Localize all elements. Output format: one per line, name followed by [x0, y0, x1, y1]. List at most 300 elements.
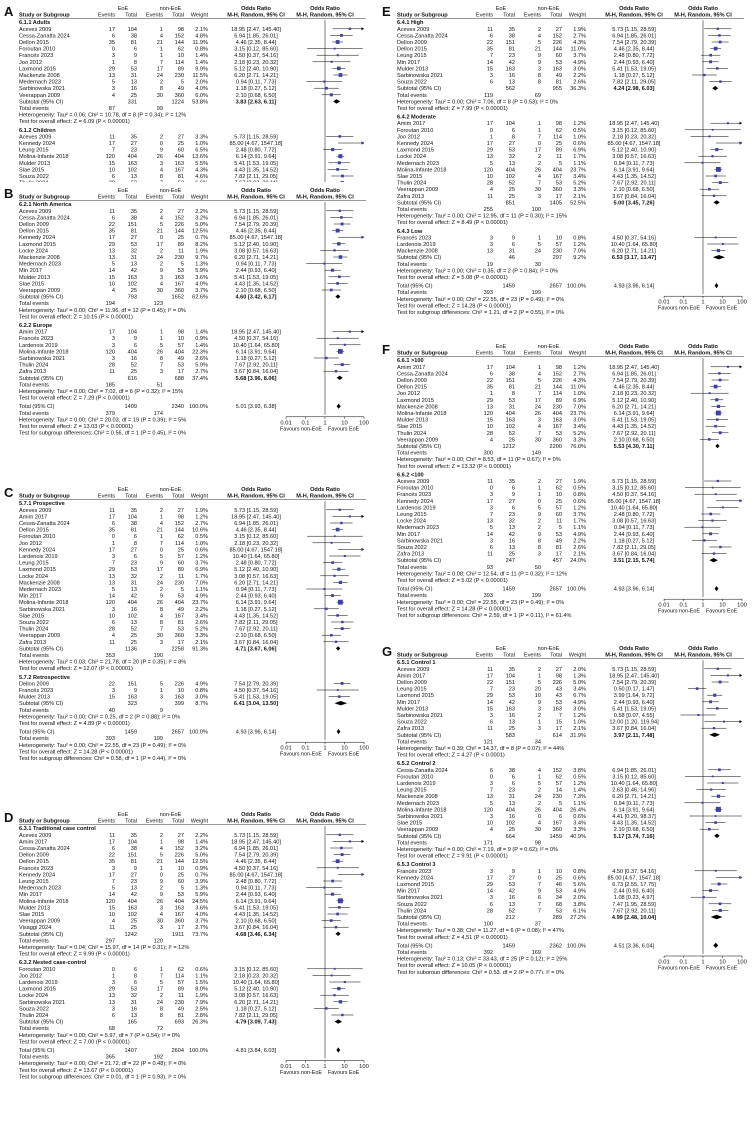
- study-row-weight: 1.4%: [195, 53, 208, 60]
- study-row-label: Medernach 2023: [397, 525, 439, 532]
- study-row-or-ci: 2.48 [0.80, 7.72]: [235, 879, 277, 885]
- study-row-weight: 1.0%: [195, 540, 208, 547]
- study-row-label: Aceves 2009: [19, 832, 52, 839]
- study-row-or-ci: 6.14 [3.91, 9.64]: [613, 807, 655, 814]
- study-row-label: Slae 2015: [19, 613, 45, 620]
- overall-total-events-eoe: 379: [105, 410, 115, 417]
- subgroup-title: 6.2.2 Europe: [19, 323, 53, 329]
- study-row-or-ci: 5.73 [1.15, 28.59]: [234, 507, 278, 514]
- study-row-weight: 7.0%: [195, 580, 208, 587]
- overall-stats: Heterogeneity: Tau² = 0.13; Chi² = 33.43, df = 25 (P = 0.12); I² = 25%: [397, 956, 568, 963]
- overall-total-row-weight: 100.0%: [567, 283, 586, 290]
- overall-stats: Heterogeneity: Tau² = 0.00; Chi² = 20.03, df = 19 (P = 0.39); I² = 5%: [19, 417, 187, 424]
- study-square: [338, 349, 343, 354]
- x-tick-label: 1: [323, 745, 327, 752]
- study-row-eoe-total: 53: [508, 882, 515, 888]
- non-eoe-header: non-EoE: [537, 646, 560, 652]
- study-row-eoe-total: 151: [127, 681, 137, 688]
- study-row-noneoe-events: 5: [159, 681, 163, 688]
- study-row-label: Francés 2023: [397, 492, 432, 499]
- study-row-label: Dellon 2015: [19, 40, 49, 46]
- subgroup-stats: Test for overall effect: Z = 7.00 (P < 0.00001): [19, 1039, 130, 1046]
- study-row-or-ci: 18.95 [2.47, 145.40]: [231, 514, 281, 521]
- study-row-eoe-total: 23: [130, 879, 137, 885]
- study-row-label: Cessa-Zanatta 2024: [19, 846, 70, 852]
- events-header: Events: [97, 194, 115, 201]
- study-row-weight: 3.7%: [573, 512, 586, 518]
- study-row-or-ci: 6.94 [1.85, 26.01]: [234, 521, 278, 527]
- study-row-noneoe-total: 152: [174, 521, 184, 527]
- study-row-eoe-events: 0: [111, 46, 115, 53]
- study-square: [337, 242, 340, 245]
- study-row-label: Aceves 2009: [397, 666, 430, 673]
- study-row-eoe-total: 53: [508, 147, 515, 154]
- study-row-noneoe-events: 1: [159, 514, 163, 521]
- study-row-label: Locke 2024: [19, 573, 48, 580]
- study-row-weight: 1.2%: [195, 514, 208, 521]
- study-row-weight: 3.4%: [573, 424, 586, 431]
- total-events-eoe: 19: [486, 261, 493, 268]
- study-square: [714, 175, 717, 178]
- study-row-eoe-events: 13: [108, 248, 115, 255]
- study-row-eoe-total: 163: [505, 417, 515, 424]
- study-row-eoe-total: 8: [133, 973, 137, 980]
- study-row-eoe-events: 3: [111, 865, 115, 872]
- study-row-eoe-events: 10: [486, 424, 493, 431]
- total-events-label: Total events: [397, 921, 427, 928]
- study-row-eoe-events: 13: [486, 794, 493, 801]
- study-row-label: Dellon 2009: [397, 680, 427, 686]
- study-row-noneoe-total: 27: [177, 832, 184, 839]
- study-row-label: Kennedy 2024: [19, 141, 56, 147]
- study-row-eoe-total: 13: [130, 174, 137, 180]
- study-row-eoe-total: 6: [133, 980, 137, 986]
- study-row-label: Leung 2015: [397, 686, 427, 693]
- study-row-noneoe-total: 230: [552, 794, 562, 801]
- study-row-noneoe-total: 10: [177, 865, 184, 872]
- study-row-noneoe-events: 1: [537, 719, 541, 726]
- study-row-label: Mackenzie 2008: [397, 248, 438, 255]
- study-row-or-ci: 85.00 [4.67, 1547.18]: [607, 141, 661, 147]
- total-events-noneoe: 190: [153, 653, 163, 659]
- total-events-noneoe: 120: [153, 938, 163, 945]
- study-row-or-ci: 3.67 [0.84, 16.04]: [234, 369, 278, 376]
- study-row-weight: 4.3%: [573, 378, 586, 384]
- study-square: [341, 363, 344, 366]
- study-row-or-ci: 5.12 [2.40, 10.90]: [234, 986, 278, 993]
- study-row-eoe-events: 35: [108, 527, 115, 534]
- study-row-label: Min 2017: [19, 593, 43, 600]
- study-row-label: Amim 2017: [19, 329, 48, 336]
- study-row-weight: 6.9%: [573, 397, 586, 404]
- study-row-weight: 3.7%: [195, 918, 208, 925]
- study-row-weight: 1.0%: [573, 134, 586, 141]
- panel-letter: D: [4, 810, 14, 825]
- study-row-noneoe-events: 1: [159, 336, 163, 343]
- study-square: [716, 807, 721, 812]
- study-row-label: Veerappan 2009: [19, 288, 61, 294]
- study-square: [362, 873, 364, 875]
- study-row-label: Kennedy 2024: [19, 235, 56, 242]
- study-row-or-ci: 7.54 [2.79, 20.39]: [234, 681, 278, 688]
- study-row-noneoe-events: 8: [159, 606, 163, 613]
- study-row-eoe-total: 404: [505, 411, 515, 417]
- study-row-label: Molina-Infante 2018: [19, 600, 69, 607]
- study-square: [717, 28, 719, 30]
- study-row-eoe-events: 7: [111, 147, 115, 154]
- subgroup-title: 6.5.2 Control 2: [397, 761, 436, 768]
- events-header: Events: [145, 493, 163, 500]
- study-row-noneoe-events: 2: [537, 518, 541, 525]
- study-row-label: Dellon 2015: [397, 46, 427, 53]
- study-row-eoe-total: 81: [508, 384, 515, 391]
- subtotal-row-weight: 73.7%: [192, 931, 208, 938]
- study-row-or-ci: 3.67 [0.84, 16.04]: [234, 639, 278, 646]
- x-tick-label: 0.01: [658, 959, 670, 966]
- study-row-or-ci: 7.82 [2.11, 29.05]: [234, 620, 278, 626]
- study-row-eoe-events: 17: [486, 673, 493, 680]
- study-row-label: Sarbinowska 2021: [397, 713, 444, 719]
- study-square: [325, 1007, 327, 1009]
- subgroup-stats: Test for overall effect: Z = 7.99 (P < 0.00001): [397, 106, 508, 112]
- subtotal-row-or-ci: 4.71 [3.67, 6.06]: [235, 646, 277, 653]
- study-row-eoe-total: 31: [508, 248, 515, 255]
- subtotal-row-label: Subtotal (95% CI): [19, 294, 64, 301]
- study-row-eoe-events: 28: [486, 180, 493, 187]
- study-row-noneoe-events: 3: [159, 694, 163, 701]
- study-row-eoe-events: 0: [489, 485, 493, 492]
- overall-stats: Heterogeneity: Tau² = 0.00; Chi² = 22.55, df = 23 (P = 0.49); I² = 0%: [19, 742, 187, 749]
- study-row-label: Souza 2022: [19, 620, 49, 626]
- x-tick-label: 10: [719, 959, 726, 966]
- study-row-eoe-total: 31: [130, 73, 137, 79]
- study-row-or-ci: 6.14 [3.91, 9.64]: [235, 349, 277, 356]
- overall-total-events-eoe: 393: [483, 593, 493, 600]
- subtotal-row-weight: 27.2%: [570, 915, 586, 921]
- study-row-eoe-total: 13: [508, 160, 515, 167]
- total-header: Total: [125, 493, 137, 500]
- study-row-eoe-events: 6: [111, 846, 115, 852]
- total-events-noneoe: 50: [534, 564, 541, 571]
- study-row-weight: 1.7%: [195, 573, 208, 580]
- overall-total-events-eoe: 393: [483, 290, 493, 297]
- study-row-eoe-events: 11: [487, 666, 493, 673]
- study-row-eoe-total: 6: [133, 342, 137, 349]
- study-row-eoe-total: 13: [508, 719, 515, 726]
- study-row-eoe-events: 14: [108, 593, 115, 600]
- study-square: [323, 263, 325, 265]
- study-row-eoe-total: 31: [508, 404, 515, 411]
- study-row-noneoe-total: 360: [174, 633, 184, 640]
- study-row-eoe-events: 28: [486, 430, 493, 437]
- study-row-noneoe-total: 11: [556, 518, 562, 525]
- study-row-label: Visaggi 2024: [19, 925, 52, 932]
- forest-panel-f: [382, 342, 748, 638]
- study-row-eoe-events: 29: [108, 986, 115, 993]
- study-row-label: Slae 2015: [19, 281, 45, 288]
- study-square: [716, 67, 718, 69]
- study-row-label: Veerappan 2009: [397, 827, 439, 834]
- study-row-weight: 4.0%: [195, 86, 208, 93]
- study-row-noneoe-events: 10: [534, 693, 541, 700]
- study-row-weight: 13.6%: [192, 154, 208, 161]
- study-row-eoe-events: 6: [489, 33, 493, 40]
- study-row-label: Cessa-Zanatta 2024: [19, 215, 70, 222]
- study-row-eoe-events: 13: [108, 73, 115, 79]
- study-row-label: Aceves 2009: [19, 26, 52, 33]
- forest-plot-svg: [4, 4, 370, 182]
- forest-plot-svg: [4, 810, 370, 1128]
- study-row-weight: 0.5%: [573, 485, 586, 492]
- total-events-noneoe: 123: [153, 301, 163, 308]
- study-square: [338, 275, 341, 278]
- study-row-eoe-total: 31: [130, 580, 137, 587]
- study-square: [715, 148, 718, 151]
- study-row-weight: 1.4%: [195, 839, 208, 846]
- study-row-eoe-events: 6: [489, 371, 493, 378]
- study-row-noneoe-events: 3: [159, 160, 163, 167]
- study-row-or-ci: 4.50 [0.37, 54.16]: [612, 492, 656, 499]
- study-row-label: Dellon 2009: [397, 378, 427, 384]
- study-row-noneoe-events: 2: [159, 79, 163, 86]
- favours-right-label: Favours EoE: [328, 426, 360, 433]
- study-row-or-ci: 2.44 [0.93, 6.40]: [613, 59, 655, 66]
- study-row-noneoe-total: 17: [177, 369, 184, 376]
- study-row-weight: 0.8%: [573, 235, 586, 242]
- study-square: [709, 700, 712, 703]
- study-square: [336, 229, 340, 233]
- study-row-or-ci: 3.08 [0.57, 16.63]: [612, 154, 656, 161]
- study-square: [716, 167, 721, 172]
- subgroup-stats: Test for overall effect: Z = 4.51 (P < 0.00001): [397, 934, 508, 941]
- study-row-label: Locke 2024: [397, 154, 426, 161]
- study-row-or-ci: 6.14 [3.91, 9.64]: [613, 411, 655, 417]
- study-row-eoe-total: 81: [130, 228, 137, 235]
- study-row-label: Zafra 2013: [19, 369, 47, 376]
- study-row-eoe-total: 9: [511, 235, 515, 242]
- overall-total-row-noneoe-total: 2340: [171, 404, 184, 411]
- subgroup-title: 5.7.2 Retrospective: [19, 674, 70, 681]
- study-row-noneoe-total: 10: [555, 235, 562, 242]
- subgroup-stats: Heterogeneity: Tau² = 0.00; Chi² = 8.53, df = 11 (P = 0.67); I² = 0%: [397, 457, 561, 464]
- study-row-noneoe-total: 144: [552, 46, 562, 53]
- study-row-weight: 0.9%: [195, 865, 208, 872]
- total-events-eoe: 194: [105, 301, 115, 308]
- study-row-weight: 3.9%: [195, 879, 208, 885]
- study-row-weight: 1.9%: [573, 26, 586, 33]
- study-row-or-ci: 4.43 [1.35, 14.52]: [612, 820, 656, 827]
- study-square: [711, 520, 713, 522]
- study-row-noneoe-events: 4: [159, 215, 163, 222]
- study-row-noneoe-events: 1: [159, 26, 163, 33]
- study-row-label: Amim 2017: [397, 121, 426, 128]
- study-row-weight: 0.5%: [573, 774, 586, 781]
- study-row-noneoe-total: 152: [174, 846, 184, 852]
- study-square: [344, 981, 346, 983]
- subtotal-row-or-ci: 5.68 [3.96, 8.06]: [235, 375, 277, 382]
- study-row-eoe-total: 23: [508, 787, 515, 794]
- study-row-eoe-total: 404: [505, 167, 515, 174]
- study-square: [713, 195, 715, 197]
- study-row-noneoe-total: 5: [180, 261, 184, 268]
- study-row-noneoe-total: 27: [177, 507, 184, 514]
- study-row-eoe-events: 35: [486, 384, 493, 391]
- study-row-noneoe-total: 144: [552, 384, 562, 391]
- x-tick-label: 1: [701, 299, 705, 306]
- events-header: Events: [523, 12, 541, 19]
- study-square: [714, 385, 718, 389]
- study-row-weight: 5.0%: [195, 852, 208, 859]
- study-row-noneoe-total: 62: [177, 534, 184, 541]
- total-events-noneoe: 69: [534, 92, 541, 99]
- study-row-weight: 3.4%: [573, 686, 586, 693]
- study-row-noneoe-events: 1: [159, 534, 163, 541]
- study-row-label: Mulder 2013: [19, 694, 51, 701]
- study-row-eoe-events: 11: [487, 726, 493, 733]
- study-row-eoe-total: 35: [508, 26, 515, 33]
- study-row-eoe-events: 15: [108, 905, 115, 912]
- study-square: [334, 535, 336, 537]
- study-row-noneoe-total: 25: [177, 235, 184, 242]
- total-header: Total: [550, 350, 562, 357]
- study-row-noneoe-events: 5: [159, 222, 163, 228]
- subtotal-row-label: Subtotal (95% CI): [19, 375, 64, 382]
- study-row-label: Min 2017: [397, 888, 421, 895]
- study-row-eoe-events: 0: [489, 127, 493, 134]
- study-row-weight: 1.4%: [195, 342, 208, 349]
- study-row-weight: 4.9%: [573, 699, 586, 706]
- study-row-eoe-events: 7: [489, 787, 493, 794]
- study-row-label: Mackenzie 2008: [19, 580, 60, 587]
- study-row-noneoe-total: 226: [552, 40, 562, 46]
- subgroup-title: 6.4.1 High: [397, 20, 424, 27]
- study-row-noneoe-total: 98: [555, 121, 562, 128]
- study-square: [338, 161, 341, 164]
- study-row-eoe-events: 7: [111, 879, 115, 885]
- study-row-noneoe-events: 9: [159, 892, 163, 899]
- study-row-eoe-total: 102: [127, 281, 137, 288]
- weight-header: Weight: [190, 194, 208, 201]
- x-tick-label: 0.1: [301, 420, 310, 427]
- weight-header: Weight: [568, 350, 586, 357]
- subtotal-row-noneoe-total: 2200: [549, 444, 562, 450]
- events-header: Events: [145, 818, 163, 825]
- subtotal-row-noneoe-total: 1459: [549, 833, 562, 840]
- study-row-eoe-total: 27: [130, 235, 137, 242]
- study-row-noneoe-total: 226: [174, 222, 184, 228]
- study-row-label: Francés 2023: [397, 235, 432, 242]
- study-row-weight: 1.1%: [573, 160, 586, 167]
- study-row-noneoe-total: 152: [552, 767, 562, 774]
- study-row-label: Veerappan 2009: [19, 918, 61, 925]
- study-row-label: Dellon 2009: [19, 852, 49, 859]
- study-row-weight: 5.0%: [573, 680, 586, 686]
- study-row-or-ci: 2.44 [0.93, 6.40]: [613, 531, 655, 538]
- study-row-weight: 0.6%: [573, 498, 586, 505]
- x-tick-label: 1: [323, 1064, 327, 1071]
- pooled-diamond: [335, 1019, 342, 1023]
- study-row-eoe-total: 25: [130, 918, 137, 925]
- study-row-label: Mulder 2013: [19, 274, 51, 281]
- eoe-header: EoE: [117, 812, 129, 818]
- study-row-or-ci: 5.73 [1.15, 28.59]: [612, 666, 656, 673]
- study-square: [703, 74, 705, 76]
- study-row-eoe-events: 29: [108, 66, 115, 73]
- study-row-label: Amim 2017: [19, 839, 48, 846]
- subtotal-row-label: Subtotal (95% CI): [397, 200, 442, 207]
- subgroup-stats: Heterogeneity: Tau² = 0.00; Chi² = 12.95, df = 11 (P = 0.30); I² = 15%: [397, 213, 567, 220]
- study-row-weight: 5.2%: [573, 180, 586, 187]
- study-row-noneoe-events: 7: [537, 901, 541, 908]
- pooled-diamond: [333, 99, 340, 103]
- x-tick-label: 1: [701, 602, 705, 609]
- study-row-noneoe-events: 17: [156, 986, 163, 993]
- study-row-or-ci: 6.14 [3.91, 9.64]: [613, 167, 655, 174]
- overall-total-events-eoe: 392: [483, 950, 493, 956]
- study-square: [339, 581, 342, 584]
- study-row-noneoe-total: 360: [552, 437, 562, 444]
- study-row-noneoe-total: 34: [555, 895, 562, 902]
- subgroup-title: 6.4.3 Low: [397, 228, 423, 235]
- study-row-weight: 2.6%: [573, 79, 586, 86]
- study-row-eoe-events: 120: [483, 411, 493, 417]
- study-row-eoe-events: 6: [111, 521, 115, 527]
- study-row-eoe-total: 163: [505, 66, 515, 73]
- study-row-weight: 2.8%: [195, 1013, 208, 1019]
- study-row-eoe-total: 13: [130, 1013, 137, 1019]
- study-row-eoe-events: 15: [486, 417, 493, 424]
- study-row-label: Thulin 2024: [19, 1013, 49, 1019]
- study-row-or-ci: 3.15 [0.12, 85.60]: [234, 966, 278, 973]
- study-row-noneoe-events: 7: [159, 540, 163, 547]
- study-row-noneoe-events: 21: [156, 859, 163, 866]
- study-row-or-ci: 6.20 [2.71, 14.21]: [612, 248, 656, 255]
- study-row-noneoe-events: 3: [537, 193, 541, 200]
- study-row-noneoe-total: 49: [555, 538, 562, 545]
- study-row-noneoe-events: 9: [159, 147, 163, 154]
- study-row-label: Medernach 2023: [19, 261, 61, 268]
- pooled-diamond: [715, 444, 719, 448]
- study-row-eoe-events: 10: [108, 167, 115, 174]
- study-row-noneoe-events: 2: [537, 479, 541, 485]
- subgroup-stats: Test for overall effect: Z = 7.29 (P < 0.00001): [19, 395, 130, 402]
- study-row-eoe-total: 35: [508, 666, 515, 673]
- study-row-or-ci: 5.12 [2.40, 10.90]: [234, 66, 278, 73]
- subgroup-stats: Test for overall effect: Z = 4.27 (P < 0.0001): [397, 752, 505, 759]
- study-row-or-ci: 2.10 [0.68, 6.50]: [235, 288, 277, 294]
- study-row-eoe-events: 11: [109, 208, 115, 215]
- study-square: [715, 398, 718, 401]
- study-row-noneoe-events: 9: [537, 512, 541, 518]
- study-row-or-ci: 2.44 [0.93, 6.40]: [613, 699, 655, 706]
- study-square: [723, 721, 725, 723]
- odds-ratio-header: Odds Ratio: [619, 6, 649, 12]
- study-row-or-ci: 85.00 [4.67, 1547.18]: [229, 235, 283, 242]
- overall-total-row-label: Total (95% CI): [397, 943, 433, 950]
- study-row-eoe-events: 28: [108, 626, 115, 633]
- study-row-noneoe-events: 9: [537, 699, 541, 706]
- study-row-or-ci: 0.94 [0.11, 7.73]: [235, 587, 277, 593]
- study-row-or-ci: 18.95 [2.47, 145.40]: [609, 364, 659, 371]
- x-tick-label: 100: [359, 420, 369, 427]
- or-method-header: M-H, Random, 95% CI: [227, 12, 285, 19]
- study-row-eoe-total: 9: [133, 336, 137, 343]
- study-row-weight: 1.7%: [573, 518, 586, 525]
- subgroup-stats: Heterogeneity: Tau² = 0.00; Chi² = 5.97, df = 7 (P = 0.54); I² = 0%: [19, 1032, 181, 1039]
- study-row-eoe-total: 6: [133, 554, 137, 560]
- study-row-eoe-events: 6: [111, 174, 115, 180]
- study-row-eoe-events: 6: [489, 719, 493, 726]
